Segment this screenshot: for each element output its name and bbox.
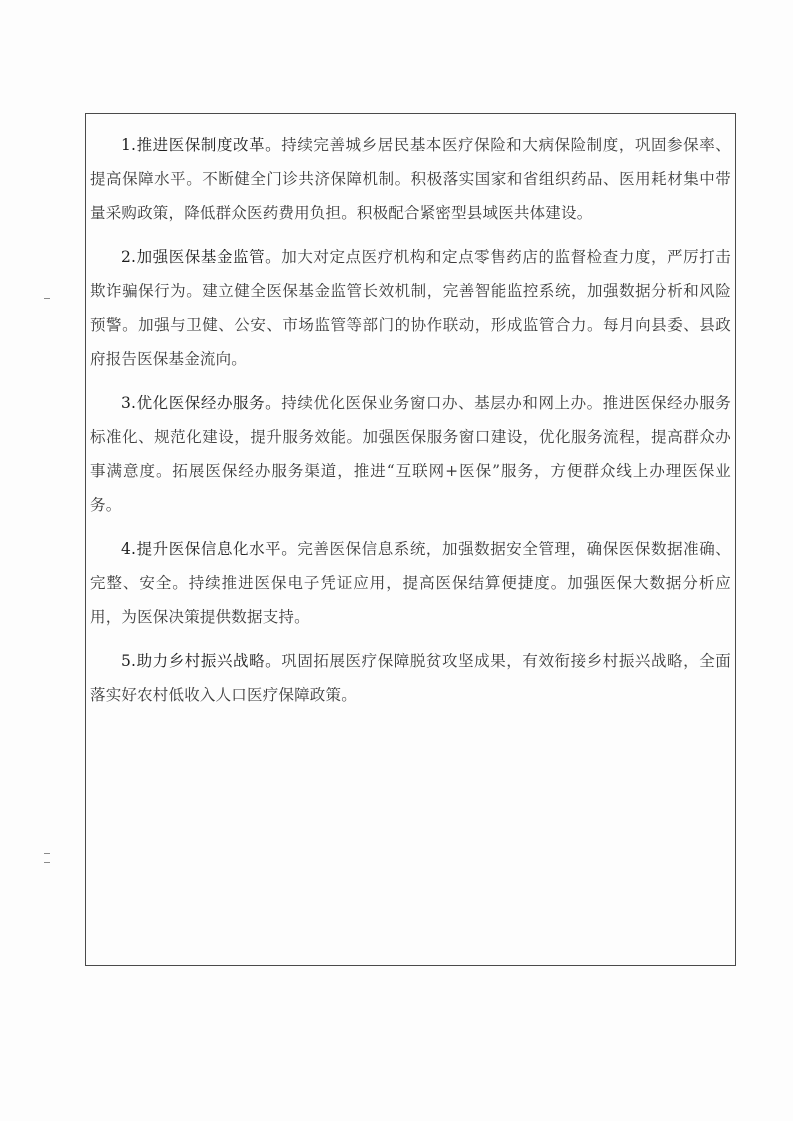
item-text: 完善医保信息系统，加强数据安全管理，确保医保数据准确、完整、安全。持续推进医保电子凭证应用，提高医保结算便捷度。加强医保大数据分析应用，为医保决策提供数据支持。 bbox=[90, 540, 731, 626]
item-heading: 1.推进医保制度改革。 bbox=[121, 136, 282, 154]
item-heading: 3.优化医保经办服务。 bbox=[121, 394, 282, 412]
item-heading: 5.助力乡村振兴战略。 bbox=[121, 652, 282, 670]
item-heading: 2.加强医保基金监管。 bbox=[121, 248, 282, 266]
paragraph-item-4 bbox=[90, 532, 731, 634]
margin-mark bbox=[44, 853, 50, 854]
margin-mark bbox=[44, 298, 50, 299]
item-text: 巩固拓展医疗保障脱贫攻坚成果，有效衔接乡村振兴战略，全面落实好农村低收入人口医疗保障政策。 bbox=[90, 652, 731, 704]
margin-mark bbox=[44, 862, 50, 863]
item-text: 加大对定点医疗机构和定点零售药店的监督检查力度，严厉打击欺诈骗保行为。建立健全医保基金监管长效机制，完善智能监控系统，加强数据分析和风险预警。加强与卫健、公安、市场监管等部门的协作联动，形成监管合力。每月向县委、县政府报告医保基金流向。 bbox=[90, 248, 731, 368]
paragraph-item-5 bbox=[90, 644, 731, 712]
item-text: 持续优化医保业务窗口办、基层办和网上办。推进医保经办服务标准化、规范化建设，提升服务效能。加强医保服务窗口建设，优化服务流程，提高群众办事满意度。拓展医保经办服务渠道，推进“互联网+医保”服务，方便群众线上办理医保业务。 bbox=[90, 394, 731, 514]
document-body bbox=[90, 128, 731, 722]
paragraph-item-2 bbox=[90, 240, 731, 376]
item-heading: 4.提升医保信息化水平。 bbox=[121, 540, 298, 558]
paragraph-item-1 bbox=[90, 128, 731, 230]
paragraph-item-3 bbox=[90, 386, 731, 522]
item-text: 持续完善城乡居民基本医疗保险和大病保险制度，巩固参保率、提高保障水平。不断健全门诊共济保障机制。积极落实国家和省组织药品、医用耗材集中带量采购政策，降低群众医药费用负担。积极配合紧密型县域医共体建设。 bbox=[90, 136, 731, 222]
